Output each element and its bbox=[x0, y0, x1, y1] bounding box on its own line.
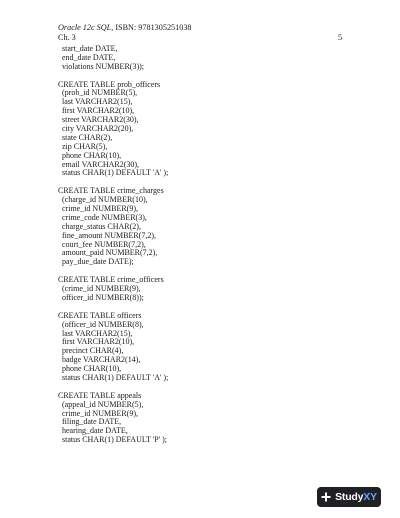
code-line: start_date DATE, bbox=[62, 44, 118, 53]
code-line: crime_id NUMBER(9), bbox=[62, 408, 138, 418]
code-line: status CHAR(1) DEFAULT 'A' ); bbox=[62, 372, 169, 382]
code-line: amount_paid NUMBER(7,2), bbox=[62, 248, 158, 258]
brand-main: Study bbox=[335, 491, 364, 503]
create-table-line: CREATE TABLE appeals bbox=[58, 390, 142, 400]
create-table-line: CREATE TABLE crime_officers bbox=[58, 275, 164, 285]
book-title: Oracle 12c SQL bbox=[58, 23, 112, 32]
code-line: (appeal_id NUMBER(5), bbox=[62, 399, 144, 409]
code-line: phone CHAR(10), bbox=[62, 364, 122, 374]
code-line: badge VARCHAR2(14), bbox=[62, 355, 141, 365]
code-line: street VARCHAR2(30), bbox=[62, 115, 139, 125]
code-line: crime_id NUMBER(9), bbox=[62, 204, 138, 214]
code-line: precinct CHAR(4), bbox=[62, 346, 124, 356]
code-line: pay_due_date DATE); bbox=[62, 257, 134, 267]
brand-name bbox=[335, 491, 377, 503]
code-line: (prob_id NUMBER(5), bbox=[62, 88, 138, 98]
code-line: hearing_date DATE, bbox=[62, 426, 128, 436]
code-line: (officer_id NUMBER(8), bbox=[62, 319, 144, 329]
code-line: crime_code NUMBER(3), bbox=[62, 212, 147, 222]
brand-accent: XY bbox=[363, 491, 377, 503]
code-line: first VARCHAR2(10), bbox=[62, 106, 135, 116]
studyxy-badge[interactable] bbox=[317, 487, 381, 507]
code-line: fine_amount NUMBER(7,2), bbox=[62, 230, 156, 240]
code-line: first VARCHAR2(10), bbox=[62, 337, 135, 347]
code-line: filing_date DATE, bbox=[62, 417, 122, 427]
code-line: zip CHAR(5), bbox=[62, 141, 108, 151]
code-line: city VARCHAR2(20), bbox=[62, 124, 134, 134]
sql-code-listing bbox=[58, 45, 358, 445]
code-line: end_date DATE, bbox=[62, 52, 116, 62]
code-line: officer_id NUMBER(8)); bbox=[62, 292, 144, 302]
code-line: state CHAR(2), bbox=[62, 132, 113, 142]
plus-icon bbox=[321, 492, 331, 502]
code-line: (charge_id NUMBER(10), bbox=[62, 195, 148, 205]
create-table-line: CREATE TABLE crime_charges bbox=[58, 186, 164, 196]
chapter-label: Ch. 3 bbox=[58, 33, 76, 42]
create-table-line: CREATE TABLE officers bbox=[58, 310, 142, 320]
code-line: last VARCHAR2(15), bbox=[62, 328, 133, 338]
isbn-text: , ISBN: 9781305251038 bbox=[111, 23, 192, 32]
code-line: last VARCHAR2(15), bbox=[62, 97, 133, 107]
create-table-line: CREATE TABLE prob_officers bbox=[58, 79, 161, 89]
code-line: phone CHAR(10), bbox=[62, 150, 122, 160]
code-line: charge_status CHAR(2), bbox=[62, 221, 141, 231]
code-line: court_fee NUMBER(7,2), bbox=[62, 239, 146, 249]
code-line: status CHAR(1) DEFAULT 'A' ); bbox=[62, 168, 169, 178]
code-line: violations NUMBER(3)); bbox=[62, 61, 144, 71]
code-line: status CHAR(1) DEFAULT 'P' ); bbox=[62, 435, 167, 445]
header-book-title bbox=[58, 23, 192, 33]
code-line: email VARCHAR2(30), bbox=[62, 159, 140, 169]
code-line: (crime_id NUMBER(9), bbox=[62, 284, 141, 294]
page-number: 5 bbox=[338, 33, 343, 42]
